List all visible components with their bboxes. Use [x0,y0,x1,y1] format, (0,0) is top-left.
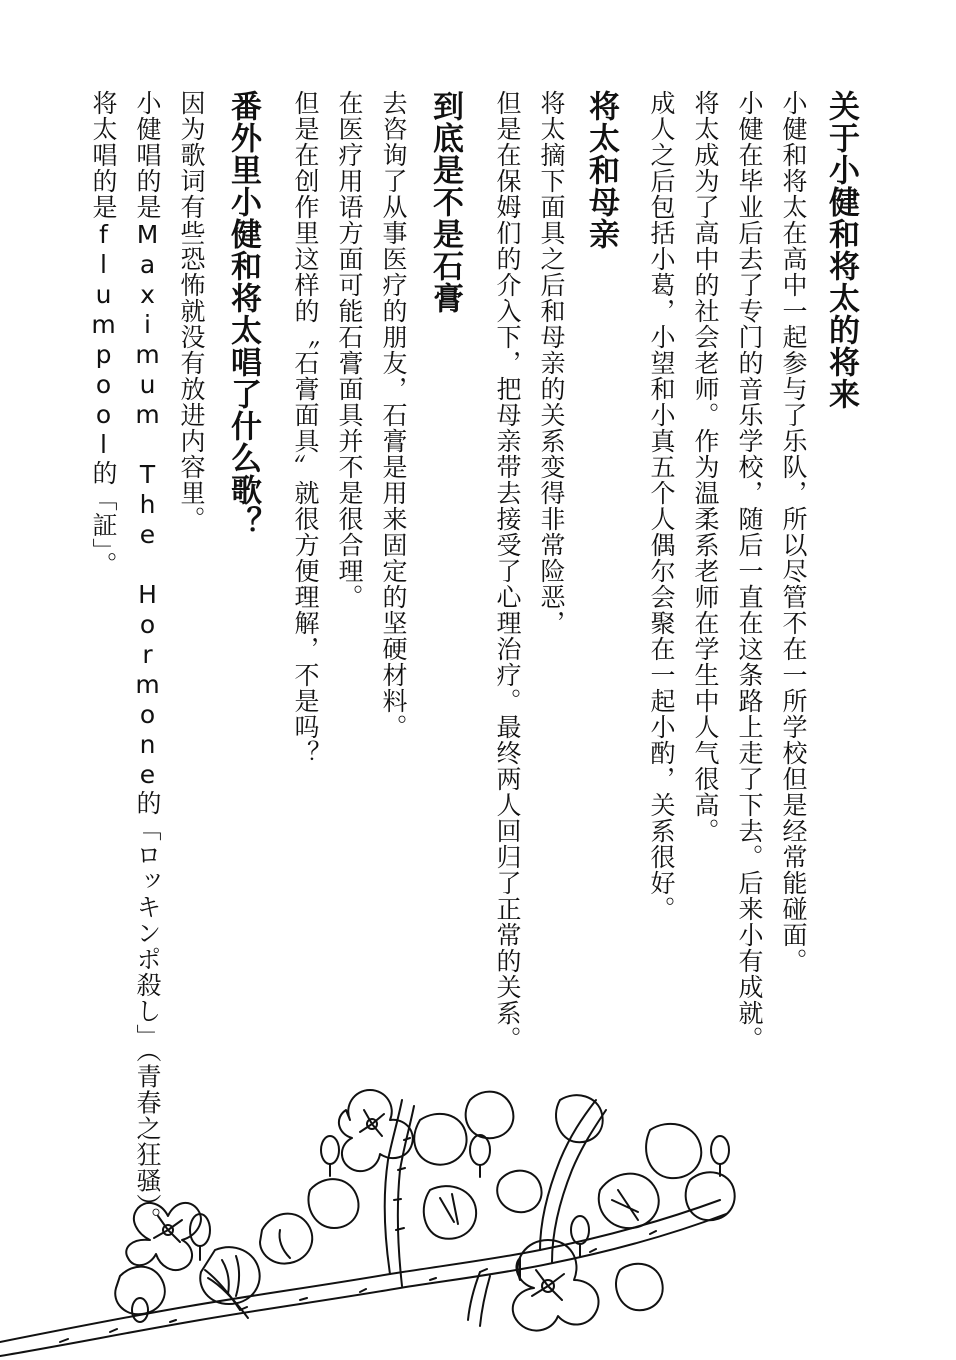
paragraph-line: 在医疗用语方面可能石膏面具并不是很合理。 [335,90,364,610]
branch [0,1100,726,1356]
heading-mother: 将太和母亲 [583,90,619,250]
paragraph-line: 成人之后包括小葛，小望和小真五个人偶尔会聚在一起小酌，关系很好。 [647,90,676,922]
paragraph-line: 去咨询了从事医疗的朋友，石膏是用来固定的坚硬材料。 [379,90,408,740]
blossom-left-cluster [115,1203,312,1314]
paragraph-line: 小健唱的是Maximum The Hormone的「ロッキンポ殺し」（青春之狂骚）。 [133,90,162,1233]
afterword-text [70,90,860,1233]
paragraph-line: 将太唱的是flumpool的「証」。 [89,90,118,578]
paragraph-line: 小健在毕业后去了专门的音乐学校，随后一直在这条路上走了下去。后来小有成就。 [735,90,764,1052]
paragraph-line: 因为歌词有些恐怖就没有放进内容里。 [177,90,206,532]
blossom-right-cluster [497,1095,735,1330]
heading-future: 关于小健和将太的将来 [823,90,859,410]
paragraph-line: 将太成为了高中的社会老师。作为温柔系老师在学生中人气很高。 [691,90,720,844]
paragraph-line: 但是在保姆们的介入下，把母亲带去接受了心理治疗。最终两人回归了正常的关系。 [493,90,522,1052]
paragraph-line: 但是在创作里这样的〝石膏面具〞就很方便理解，不是吗？ [291,90,320,766]
heading-plaster: 到底是不是石膏 [427,90,463,314]
cherry-blossom-illustration [0,1080,956,1360]
paragraph-line: 小健和将太在高中一起参与了乐队，所以尽管不在一所学校但是经常能碰面。 [779,90,808,974]
heading-songs: 番外里小健和将太唱了什么歌？ [225,90,261,538]
paragraph-line: 将太摘下面具之后和母亲的关系变得非常险恶， [537,90,566,636]
